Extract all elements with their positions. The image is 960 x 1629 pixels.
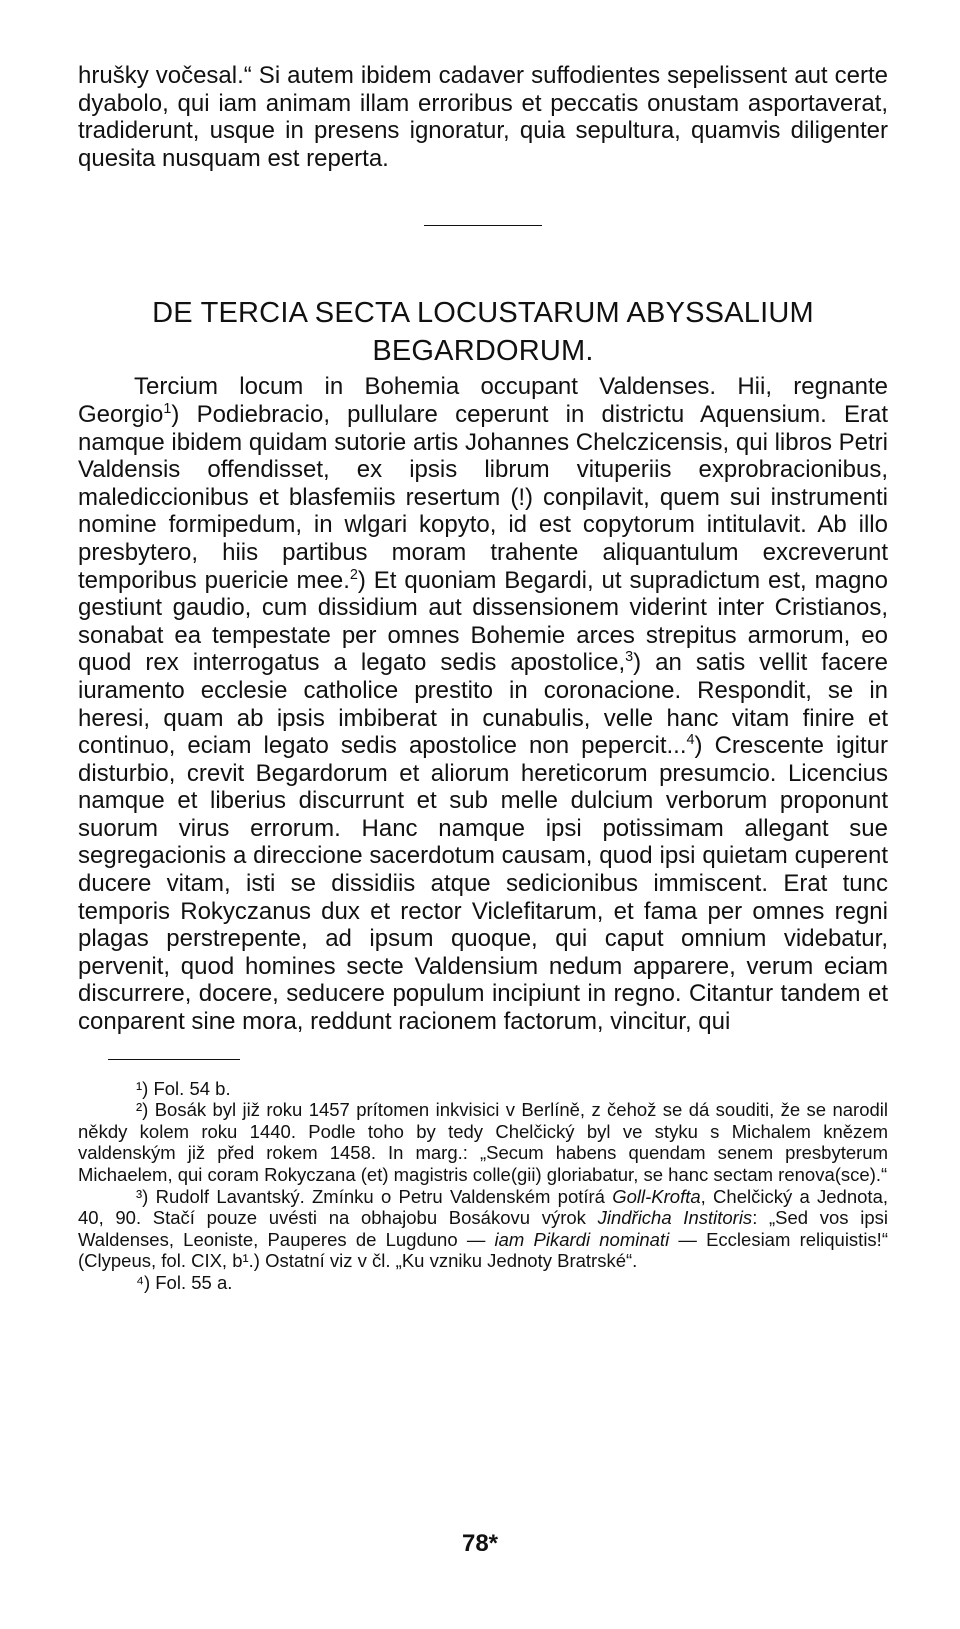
main-text-1: Tercium locum in Bohemia occupant Valdenses. Hii, regnante Georgio — [78, 373, 888, 428]
footnote-3-text-c: : „Sed vos ipsi Waldenses, Leoniste, Pauperes de Lugduno — — [78, 1207, 888, 1250]
footnote-ref-1: 1 — [163, 400, 172, 417]
footnote-3-text-a: ³) Rudolf Lavantský. Zmínku o Petru Valdenském potírá — [136, 1185, 613, 1207]
main-text-4: ) an satis vellit facere iuramento ecclesie catholice prestito in coronacione. Respondit, se in heresi, quam ab ipsis imbiberat in cunabulis, velle hanc vitam finire et continuo, eciam legato sedis apostolice non pepercit... — [78, 649, 889, 760]
section-divider — [424, 225, 542, 226]
footnote-ref-2: 2 — [349, 566, 358, 583]
footnote-4: ⁴) Fol. 55 a. — [136, 1271, 233, 1293]
footnote-3-text-d: — Ecclesiam reliquistis!“ (Clypeus, fol. CIX, b¹.) Ostatní viz v čl. „Ku vzniku Jednoty Bratrské“. — [78, 1228, 888, 1272]
footnote-3-author-b: Jindřicha Institoris — [597, 1207, 753, 1229]
footnote-ref-4: 4 — [686, 732, 695, 749]
footnote-divider — [108, 1059, 240, 1060]
footnote-3 — [78, 1186, 888, 1272]
page-number: 78* — [461, 1530, 499, 1557]
footnote-3-author-a: Goll-Krofta — [612, 1185, 701, 1207]
footnote-2: ²) Bosák byl již roku 1457 prítomen inkvisici v Berlíně, z čehož se dá souditi, že se narodil někdy kolem roku 1440. Podle toho by tedy Chelčický byl ve styku s Michalem knězem valdenským již před rokem 1458. In marg.: „Secum habens quendam senem presbyterum Michaelem, qui coram Rokyczana (et) magistris colle(gii) gloriabatur, se hanc sectam renova(sce).“ — [78, 1099, 888, 1185]
main-text-2: ) Podiebracio, pullulare ceperunt in districtu Aquensium. Erat namque ibidem quidam sutorie artis Johannes Chelczicensis, qui libros Petri Valdensis offendisset, ex ipsis librum vituperiis exprobracionibus, malediccionibus et blasfemiis resertum (!) conpilavit, quem sui instrumenti nomine formipedum, in wlgari kopyto, id est copytorum intitulavit. Ab illo presbytero, hiis partibus moram trahente aliquantulum excreverunt temporibus puericie mee. — [78, 400, 888, 594]
footnote-1: ¹) Fol. 54 b. — [136, 1077, 231, 1099]
footnote-3-text-b: , Chelčický a Jednota, 40, 90. Stačí pouze uvésti na obhajobu Bosákovu výrok — [78, 1185, 888, 1229]
opening-paragraph: hrušky vočesal.“ Si autem ibidem cadaver suffodientes sepelissent aut certe dyabolo, qui iam animam illam erroribus et peccatis onustam asportaverat, tradiderunt, usque in presens ignoratur, quia sepultura, quamvis diligenter quesita nusquam est reperta. — [78, 62, 888, 172]
heading-line-1: DE TERCIA SECTA LOCUSTARUM ABYSSALIUM — [152, 297, 814, 330]
main-paragraph — [78, 373, 888, 1035]
heading-line-2: BEGARDORUM. — [372, 335, 594, 368]
footnote-3-quote: iam Pikardi nominati — [494, 1228, 670, 1250]
footnote-ref-3: 3 — [625, 649, 634, 666]
footnotes — [78, 1078, 888, 1294]
section-heading — [78, 294, 888, 370]
main-text-3: ) Et quoniam Begardi, ut supradictum est, magno gestiunt gaudio, cum dissidium aut dissensionem viderint inter Cristianos, sonabat ea tempestate per omnes Bohemie arces strepitus armorum, eo quod rex interrogatus a legato sedis apostolice, — [78, 566, 888, 677]
page-content — [78, 62, 888, 1294]
main-text-5: ) Crescente igitur disturbio, crevit Begardorum et aliorum hereticorum presumcio. Licencius namque et liberius discurrunt et sub melle dulcium verborum proponunt suorum virus errorum. Hanc namque ipsi potissimam allegant sue segregacionis a direccione sacerdotum causam, quod ipsi quietam cuperent ducere vitam, isti se dissidiis atque sedicionibus immiscent. Erat tunc temporis Rokyczanus dux et rector Viclefitarum, et fama per omnes regni plagas perstrepente, ad ipsum quoque, qui caput omnium videbatur, pervenit, quod homines secte Valdensium nedum apparere, verum eciam discurrere, docere, seducere populum incipiunt in regno. Citantur tandem et conparent sine mora, reddunt racionem factorum, vincitur, qui — [78, 732, 888, 1036]
